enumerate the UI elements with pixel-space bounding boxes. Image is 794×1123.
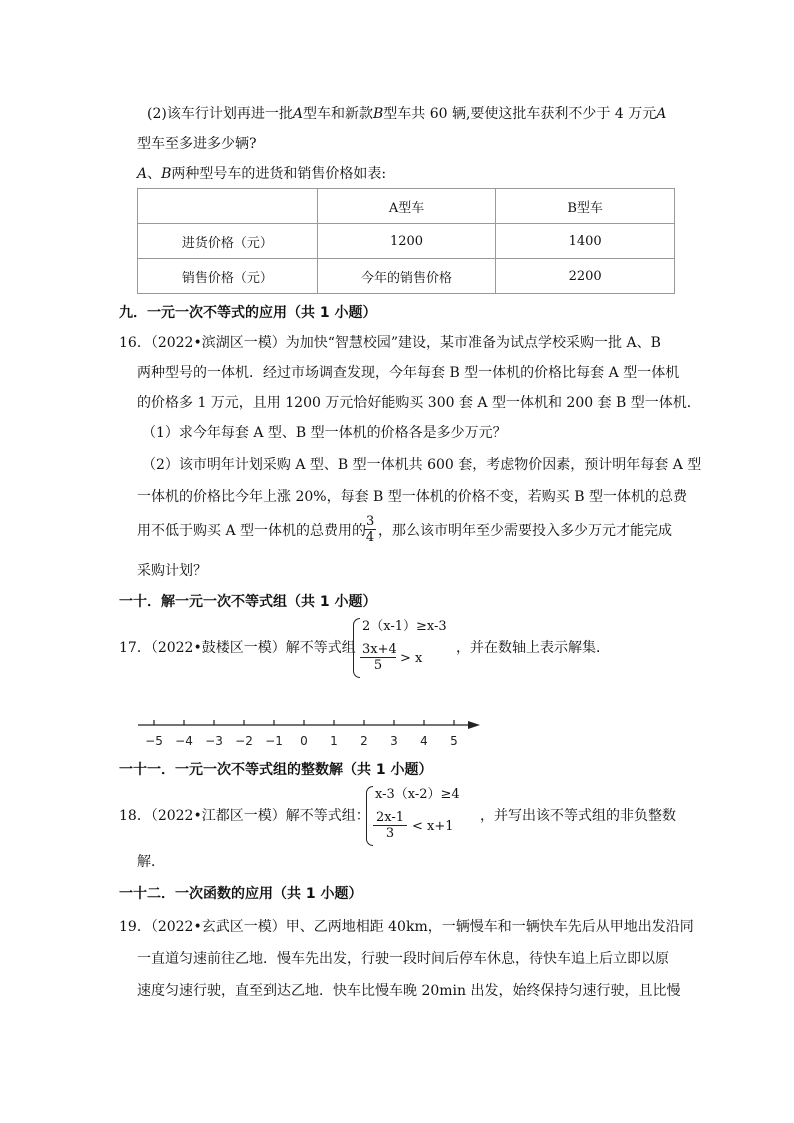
table-row (138, 259, 675, 294)
q15-var-b: B (372, 106, 384, 122)
q17-fraction (360, 642, 396, 673)
inequality-brace (353, 618, 360, 678)
fraction-denominator: 4 (365, 530, 375, 545)
number-line-tick-label: 2 (360, 734, 368, 748)
section-heading-12: 一十二．一次函数的应用（共 1 小题） (119, 886, 363, 902)
q15-table-intro (137, 164, 386, 184)
q16-line4: （1）求今年每套 A 型、B 型一体机的价格各是多少万元？ (142, 425, 507, 441)
section-heading-11: 一十一．一元一次不等式组的整数解（共 1 小题） (119, 762, 433, 778)
q16-line7a: 用不低于购买 A 型一体机的总费用的 (137, 523, 367, 539)
table-cell: A型车 (317, 189, 496, 224)
q18-prefix: 18．（2022•江都区一模）解不等式组： (119, 808, 370, 824)
table-row (138, 224, 675, 259)
table-cell (138, 189, 318, 224)
number-line-tick-label: −3 (205, 734, 223, 748)
q19-line1: 19．（2022•玄武区一模）甲、乙两地相距 40km，一辆慢车和一辆快车先后从甲地出发沿同 (119, 919, 694, 935)
q17-ineq1: 2（x-1）≥x-3 (362, 619, 447, 634)
q15-var-a: A (137, 166, 148, 182)
number-line (130, 712, 490, 752)
q15-part2-line2: 型车至多进多少辆? (137, 136, 257, 152)
q16-fraction (364, 514, 376, 545)
fraction-denominator: 3 (385, 826, 395, 841)
q15-var-a: A (292, 106, 303, 122)
number-line-tick-label: 5 (450, 734, 458, 748)
table-cell: 1400 (496, 224, 675, 259)
q15-text: 两种型号车的进货和销售价格如表: (171, 166, 387, 182)
q16-line1: 16．（2022•滨湖区一模）为加快“智慧校园”建设，某市准备为试点学校采购一批 A、B (119, 335, 661, 351)
q18-line2: 解． (137, 854, 165, 870)
q18-fraction (373, 810, 407, 841)
q15-var-a: A (656, 106, 667, 122)
fraction-numerator: 3x+4 (362, 642, 397, 657)
number-line-tick-label: −4 (175, 734, 193, 748)
table-cell: B型车 (496, 189, 675, 224)
q16-line6: 一体机的价格比今年上涨 20%，每套 B 型一体机的价格不变，若购买 B 型一体机的总费 (137, 489, 687, 505)
table-cell: 1200 (317, 224, 496, 259)
q17-suffix: ，并在数轴上表示解集． (456, 640, 610, 656)
number-line-tick-label: 4 (420, 734, 428, 748)
table-cell: 今年的销售价格 (317, 259, 496, 294)
fraction-numerator: 2x-1 (373, 810, 407, 826)
inequality-brace (366, 786, 373, 846)
section-heading-10: 一十．解一元一次不等式组（共 1 小题） (119, 594, 377, 610)
table-header-row (138, 189, 675, 224)
q16-line2: 两种型号的一体机．经过市场调查发现，今年每套 B 型一体机的价格比每套 A 型一体机 (137, 365, 680, 381)
arrow-icon (468, 721, 480, 729)
number-line-tick-label: −5 (145, 734, 163, 748)
q15-text: 型车共 60 辆,要使这批车获利不少于 4 万元 (383, 106, 657, 122)
q18-suffix: ，并写出该不等式组的非负整数 (480, 808, 676, 824)
q16-line5: （2）该市明年计划采购 A 型、B 型一体机共 600 套，考虑物价因素，预计明年每套 A 型 (142, 457, 702, 473)
price-table (137, 188, 675, 294)
number-line-tick-label: 3 (390, 734, 398, 748)
q15-text: 、 (147, 166, 162, 182)
number-line-tick-label: 0 (300, 734, 308, 748)
table-cell: 2200 (496, 259, 675, 294)
q17-ineq2-rest: > x (400, 651, 423, 666)
q17-prefix: 17．（2022•鼓楼区一模）解不等式组 (119, 640, 356, 656)
table-cell: 进货价格（元） (138, 224, 318, 259)
q18-ineq2-rest: < x+1 (412, 819, 454, 834)
fraction-numerator: 3 (366, 514, 375, 529)
section-heading-9: 九．一元一次不等式的应用（共 1 小题） (119, 305, 377, 321)
q16-line8: 采购计划？ (137, 563, 207, 579)
q19-line2: 一直道匀速前往乙地．慢车先出发，行驶一段时间后停车休息，待快车追上后立即以原 (137, 951, 669, 967)
number-line-tick-label: −1 (265, 734, 283, 748)
q15-part2-line1 (147, 104, 666, 124)
q15-text: (2)该车行计划再进一批 (147, 106, 293, 122)
table-cell: 销售价格（元） (138, 259, 318, 294)
fraction-denominator: 5 (373, 658, 383, 673)
q15-text: 型车和新款 (302, 106, 373, 122)
q15-var-b: B (161, 166, 172, 182)
q16-line3: 的价格多 1 万元，且用 1200 万元恰好能购买 300 套 A 型一体机和 200 套 B 型一体机． (137, 395, 701, 411)
number-line-tick-label: −2 (235, 734, 253, 748)
q16-line7b: ，那么该市明年至少需要投入多少万元才能完成 (378, 523, 672, 539)
q19-line3: 速度匀速行驶，直至到达乙地．快车比慢车晚 20min 出发，始终保持匀速行驶，且比慢 (137, 983, 681, 999)
q18-ineq1: x-3（x-2）≥4 (375, 787, 460, 802)
number-line-tick-label: 1 (330, 734, 338, 748)
